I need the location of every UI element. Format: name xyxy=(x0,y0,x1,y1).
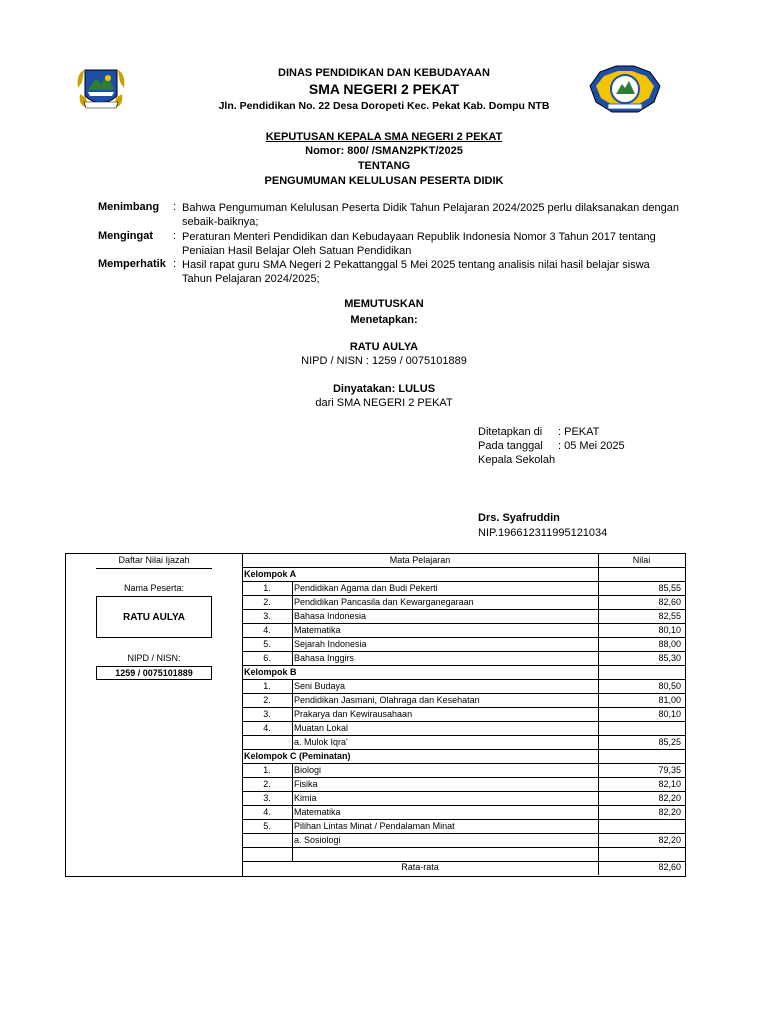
subject-name: Fisika xyxy=(294,779,318,789)
col-divider xyxy=(292,820,293,833)
subject-value: 82,10 xyxy=(658,779,681,789)
subject-name: Kimia xyxy=(294,793,317,803)
signatory-name: Drs. Syafruddin xyxy=(478,512,560,524)
sign-place-value: : PEKAT xyxy=(558,426,600,438)
value-column-header: Nilai xyxy=(632,555,651,565)
subject-name: Matematika xyxy=(294,807,341,817)
row-number: 2. xyxy=(263,779,271,789)
subject-name: Prakarya dan Kewirausahaan xyxy=(294,709,413,719)
subject-value: 79,35 xyxy=(658,765,681,775)
col-divider xyxy=(292,722,293,735)
table-row xyxy=(242,834,685,848)
table-row xyxy=(242,582,685,596)
consideration-text: Hasil rapat guru SMA Negeri 2 Pekattanggal 5 Mei 2025 tentang analisis nilai hasil belajar siswa Tahun Pelajaran 2024/2025; xyxy=(182,259,650,285)
student-name: RATU AULYA xyxy=(349,341,419,353)
row-number: 4. xyxy=(263,807,271,817)
group-row xyxy=(242,666,685,680)
subject-name: Seni Budaya xyxy=(294,681,346,691)
decree-about: PENGUMUMAN KELULUSAN PESERTA DIDIK xyxy=(264,175,504,187)
group-label: Kelompok A xyxy=(244,569,297,579)
decree-about-label: TENTANG xyxy=(357,160,411,172)
row-number: 2. xyxy=(263,695,271,705)
average-label: Rata-rata xyxy=(401,862,439,872)
subject-value: 88,00 xyxy=(658,639,681,649)
consideration-colon: : xyxy=(173,258,177,270)
table-row xyxy=(242,764,685,778)
col-divider xyxy=(598,736,599,749)
col-divider xyxy=(292,680,293,693)
subject-value: 82,20 xyxy=(658,793,681,803)
table-row xyxy=(242,820,685,834)
col-divider xyxy=(292,736,293,749)
row-number: 5. xyxy=(263,821,271,831)
sign-place-label: Ditetapkan di xyxy=(478,426,543,438)
row-number: 3. xyxy=(263,611,271,621)
subject-name: Pilihan Lintas Minat / Pendalaman Minat xyxy=(294,821,455,831)
school-address: Jln. Pendidikan No. 22 Desa Doropeti Kec. Pekat Kab. Dompu NTB xyxy=(218,100,550,112)
average-row xyxy=(242,861,685,875)
col-divider xyxy=(292,848,293,861)
sign-date xyxy=(478,440,625,452)
table-row xyxy=(242,722,685,736)
table-row xyxy=(242,736,685,750)
col-divider xyxy=(598,834,599,847)
signatory-nip: NIP.196612311995121034 xyxy=(478,527,608,539)
participant-id-box: 1259 / 0075101889 xyxy=(96,666,212,680)
subject-value: 82,60 xyxy=(658,597,681,607)
consideration-label: Mengingat xyxy=(98,230,153,242)
table-row xyxy=(242,848,685,862)
subject-name: Bahasa Inggirs xyxy=(294,653,355,663)
subject-value: 80,50 xyxy=(658,681,681,691)
col-divider xyxy=(598,624,599,637)
table-header-row xyxy=(242,554,685,568)
sign-date-value: : 05 Mei 2025 xyxy=(558,440,625,452)
row-number: 6. xyxy=(263,653,271,663)
subject-value: 82,20 xyxy=(658,807,681,817)
col-divider xyxy=(292,582,293,595)
col-divider xyxy=(598,722,599,735)
col-divider xyxy=(598,764,599,777)
group-label: Kelompok C (Peminatan) xyxy=(244,751,351,761)
row-number: 1. xyxy=(263,765,271,775)
decision-sub: Menetapkan: xyxy=(350,314,418,326)
result-school: dari SMA NEGERI 2 PEKAT xyxy=(315,397,453,409)
consideration-colon: : xyxy=(173,230,177,242)
heading-underline xyxy=(96,568,212,569)
row-number: 1. xyxy=(263,583,271,593)
school-name: SMA NEGERI 2 PEKAT xyxy=(308,81,460,97)
subject-name: Pendidikan Pancasila dan Kewarganegaraan xyxy=(294,597,474,607)
col-divider xyxy=(598,778,599,791)
table-row xyxy=(242,806,685,820)
consideration-label: Menimbang xyxy=(98,201,160,213)
row-number: 3. xyxy=(263,709,271,719)
subject-value: 85,25 xyxy=(658,737,681,747)
consideration-label: Memperhatik xyxy=(98,258,166,270)
row-number: 4. xyxy=(263,723,271,733)
subject-value: 85,30 xyxy=(658,653,681,663)
student-panel xyxy=(66,554,242,876)
col-divider xyxy=(292,834,293,847)
group-row xyxy=(242,568,685,582)
consideration-text: Peraturan Menteri Pendidikan dan Kebudayaan Republik Indonesia Nomor 3 Tahun 2017 tentang Peniaian Hasil Belajar Oleh Satuan Pendidikan xyxy=(182,231,656,257)
table-row xyxy=(242,792,685,806)
grades-table xyxy=(65,553,686,877)
average-value: 82,60 xyxy=(658,862,681,872)
table-row xyxy=(242,680,685,694)
subject-name: Biologi xyxy=(294,765,322,775)
col-divider xyxy=(598,708,599,721)
row-number: 3. xyxy=(263,793,271,803)
table-row xyxy=(242,638,685,652)
subject-value: 82,55 xyxy=(658,611,681,621)
col-divider xyxy=(292,792,293,805)
col-divider xyxy=(598,792,599,805)
table-row xyxy=(242,708,685,722)
col-divider xyxy=(292,652,293,665)
col-divider xyxy=(598,652,599,665)
col-divider xyxy=(598,610,599,623)
col-divider xyxy=(292,694,293,707)
col-divider xyxy=(292,638,293,651)
sign-date-label: Pada tanggal xyxy=(478,440,543,452)
subject-value: 80,10 xyxy=(658,625,681,635)
group-row xyxy=(242,750,685,764)
col-divider xyxy=(292,764,293,777)
subject-value: 82,20 xyxy=(658,835,681,845)
col-divider xyxy=(598,666,599,679)
subject-name: Sejarah Indonesia xyxy=(294,639,367,649)
col-divider xyxy=(598,848,599,861)
decision-heading: MEMUTUSKAN xyxy=(344,298,424,310)
table-row xyxy=(242,652,685,666)
graduation-result: Dinyatakan: LULUS xyxy=(332,383,436,395)
col-divider xyxy=(598,750,599,763)
col-divider xyxy=(598,596,599,609)
grades-list-heading: Daftar Nilai Ijazah xyxy=(118,555,190,565)
table-row xyxy=(242,694,685,708)
participant-name-label: Nama Peserta: xyxy=(123,583,185,593)
decree-title: KEPUTUSAN KEPALA SMA NEGERI 2 PEKAT xyxy=(265,131,503,143)
decree-number: Nomor: 800/ /SMAN2PKT/2025 xyxy=(305,145,463,157)
subject-name: Bahasa Indonesia xyxy=(294,611,367,621)
col-divider xyxy=(292,596,293,609)
col-divider xyxy=(598,568,599,581)
subject-value: 85,55 xyxy=(658,583,681,593)
col-divider xyxy=(292,624,293,637)
subject-name: Muatan Lokal xyxy=(294,723,349,733)
col-divider xyxy=(598,861,599,875)
row-number: 2. xyxy=(263,597,271,607)
col-divider xyxy=(598,694,599,707)
table-row xyxy=(242,778,685,792)
subject-name: a. Mulok Iqra' xyxy=(294,737,348,747)
participant-name-box: RATU AULYA xyxy=(96,596,212,638)
consideration-colon: : xyxy=(173,201,177,213)
col-divider xyxy=(598,680,599,693)
sign-role: Kepala Sekolah xyxy=(478,454,556,466)
col-divider xyxy=(598,820,599,833)
col-divider xyxy=(598,806,599,819)
col-divider xyxy=(292,610,293,623)
subject-name: Pendidikan Jasmani, Olahraga dan Kesehatan xyxy=(294,695,480,705)
col-divider xyxy=(292,778,293,791)
subject-column-header: Mata Pelajaran xyxy=(389,555,451,565)
subject-value: 81,00 xyxy=(658,695,681,705)
subject-value: 80,10 xyxy=(658,709,681,719)
subject-name: a. Sosiologi xyxy=(294,835,341,845)
sign-place xyxy=(478,426,599,438)
col-divider xyxy=(598,582,599,595)
agency-name: DINAS PENDIDIKAN DAN KEBUDAYAAN xyxy=(278,67,490,79)
consideration-text: Bahwa Pengumuman Kelulusan Peserta Didik Tahun Pelajaran 2024/2025 perlu dilaksanakan dengan sebaik-baiknya; xyxy=(182,202,679,228)
table-row xyxy=(242,596,685,610)
col-divider xyxy=(292,806,293,819)
subject-name: Matematika xyxy=(294,625,341,635)
col-divider xyxy=(292,708,293,721)
col-divider xyxy=(598,638,599,651)
row-number: 5. xyxy=(263,639,271,649)
row-number: 4. xyxy=(263,625,271,635)
subject-name: Pendidikan Agama dan Budi Pekerti xyxy=(294,583,438,593)
group-label: Kelompok B xyxy=(244,667,297,677)
row-number: 1. xyxy=(263,681,271,691)
table-row xyxy=(242,610,685,624)
student-id: NIPD / NISN : 1259 / 0075101889 xyxy=(301,355,467,367)
participant-id-label: NIPD / NISN: xyxy=(127,653,181,663)
table-row xyxy=(242,624,685,638)
